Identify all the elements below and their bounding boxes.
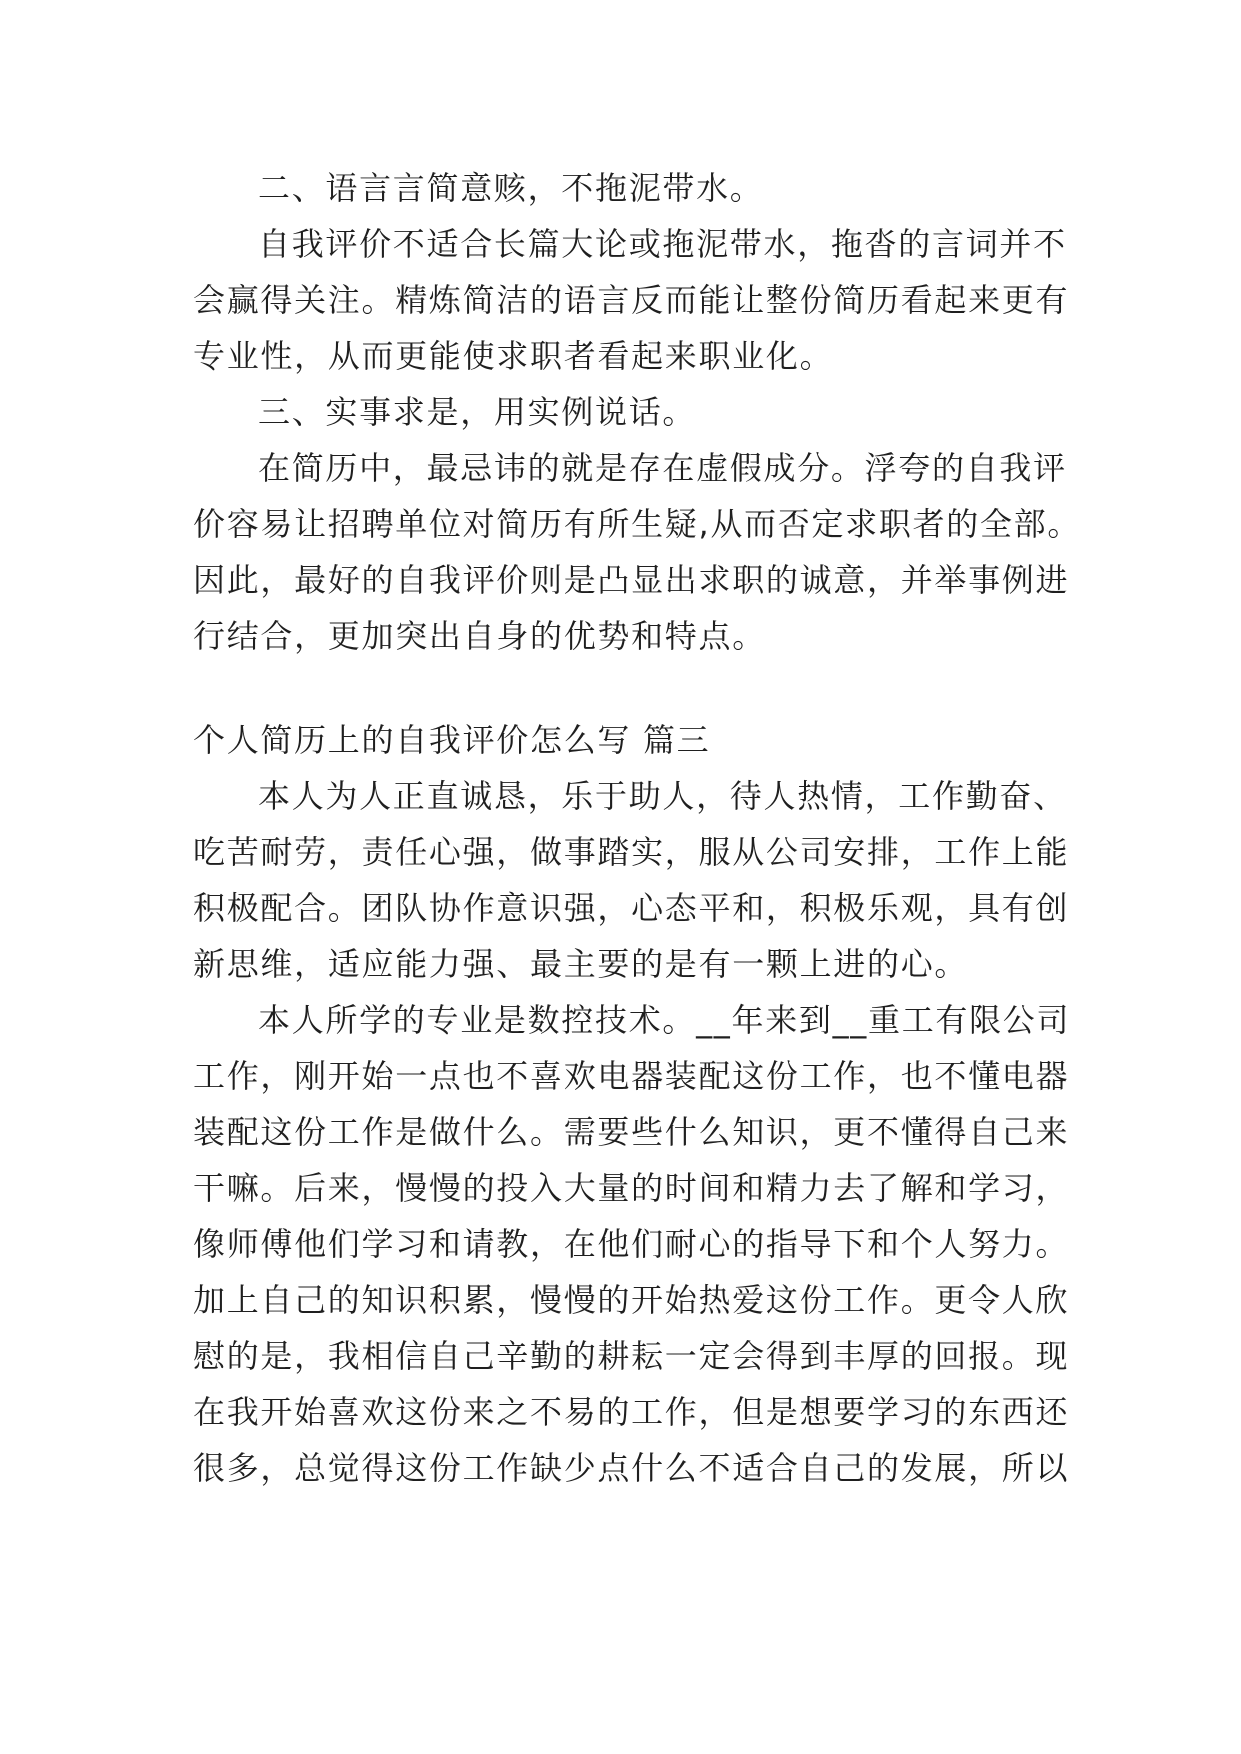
paragraph-line: 慰的是，我相信自己辛勤的耕耘一定会得到丰厚的回报。现 [193,1337,1070,1375]
section-heading: 二、语言言简意赅，不拖泥带水。 [258,169,764,207]
paragraph-line: 干嘛。后来，慢慢的投入大量的时间和精力去了解和学习， [193,1169,1070,1207]
paragraph-line: 在简历中，最忌讳的就是存在虚假成分。浮夸的自我评 [258,449,1067,487]
paragraph-line: 价容易让招聘单位对简历有所生疑,从而否定求职者的全部。 [193,505,1082,543]
paragraph-line: 本人为人正直诚恳，乐于助人，待人热情，工作勤奋、 [258,777,1067,815]
paragraph-line: 会赢得关注。精炼简洁的语言反而能让整份简历看起来更有 [193,281,1070,319]
paragraph-line: 在我开始喜欢这份来之不易的工作，但是想要学习的东西还 [193,1393,1070,1431]
paragraph-line: 专业性，从而更能使求职者看起来职业化。 [193,337,834,375]
paragraph-line: 吃苦耐劳，责任心强，做事踏实，服从公司安排，工作上能 [193,833,1070,871]
paragraph-line: 加上自己的知识积累，慢慢的开始热爱这份工作。更令人欣 [193,1281,1070,1319]
paragraph-line: 本人所学的专业是数控技术。__年来到__重工有限公司 [258,1001,1071,1039]
paragraph-line: 积极配合。团队协作意识强，心态平和，积极乐观，具有创 [193,889,1070,927]
paragraph-line: 自我评价不适合长篇大论或拖泥带水，拖沓的言词并不 [258,225,1067,263]
paragraph-line: 工作，刚开始一点也不喜欢电器装配这份工作，也不懂电器 [193,1057,1070,1095]
paragraph-line: 因此，最好的自我评价则是凸显出求职的诚意，并举事例进 [193,561,1070,599]
paragraph-line: 行结合，更加突出自身的优势和特点。 [193,617,766,655]
section-heading: 三、实事求是，用实例说话。 [258,393,697,431]
paragraph-line: 新思维，适应能力强、最主要的是有一颗上进的心。 [193,945,969,983]
paragraph-line: 像师傅他们学习和请教，在他们耐心的指导下和个人努力。 [193,1225,1070,1263]
article-title: 个人简历上的自我评价怎么写 篇三 [193,721,711,759]
paragraph-line: 装配这份工作是做什么。需要些什么知识，更不懂得自己来 [193,1113,1070,1151]
paragraph-line: 很多，总觉得这份工作缺少点什么不适合自己的发展，所以 [193,1449,1070,1487]
